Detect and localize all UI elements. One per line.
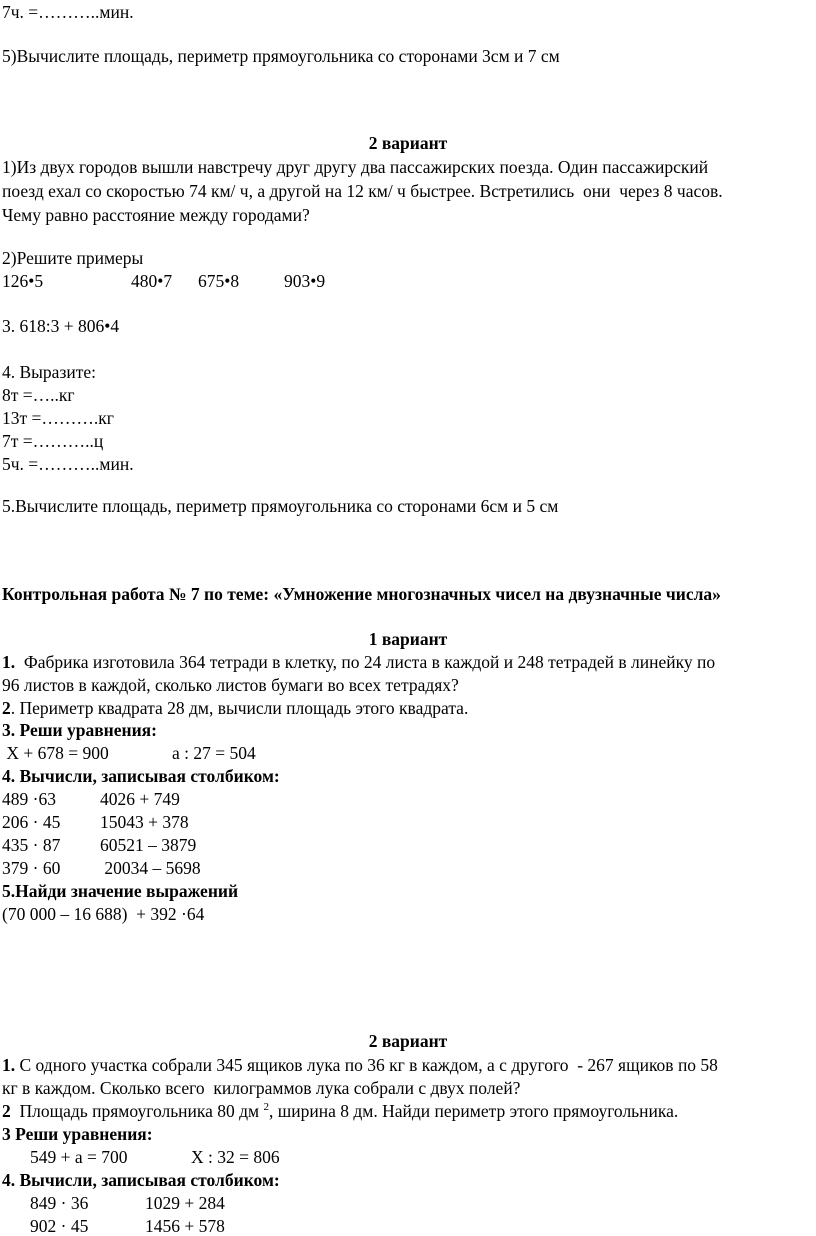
kr7-v2-column-item: 849 · 36: [30, 1193, 89, 1213]
kr7-v1-column-item: 206 · 45: [2, 812, 61, 832]
kr7-v1-column-item: 435 · 87: [2, 835, 61, 855]
v2-task1-line3: Чему равно расстояние между городами?: [2, 205, 310, 225]
kr7-v1-task2-number: 2: [2, 698, 11, 718]
v2-task4-item-1: 8т =…..кг: [2, 385, 75, 405]
v2-task2-title: 2)Решите примеры: [2, 248, 144, 268]
kr7-v1-column-item: 20034 – 5698: [100, 858, 201, 878]
kr7-v2-task3-title: 3 Реши уравнения:: [2, 1124, 153, 1144]
v2-task4-item-4: 5ч. =………..мин.: [2, 454, 134, 474]
kr7-v2-task1-text: С одного участка собрали 345 ящиков лука по 36 кг в каждом, а с другого - 267 ящиков по 58: [15, 1055, 718, 1075]
kr7-v2-equation-1: 549 + а = 700: [30, 1147, 128, 1167]
kr7-v2-task2-text-b: , ширина 8 дм. Найди периметр этого прямоугольника.: [269, 1101, 679, 1121]
kr7-v1-column-item: 15043 + 378: [100, 812, 189, 832]
v2-task4-item-3: 7т =………..ц: [2, 431, 104, 451]
kr7-v1-task1-number: 1.: [2, 652, 16, 672]
kr7-v2-column-item: 1029 + 284: [145, 1193, 225, 1213]
kr7-v2-task2: [2, 1101, 678, 1121]
v2-task1-line1: 1)Из двух городов вышли навстречу друг другу два пассажирских поезда. Один пассажирский: [2, 157, 709, 177]
kr7-v1-task1-line2: 96 листов в каждой, сколько листов бумаги во всех тетрадях?: [2, 675, 459, 695]
kr7-v1-column-item: 379 · 60: [2, 858, 61, 878]
kr7-v1-task5-expression: (70 000 – 16 688) + 392 ·64: [2, 904, 205, 924]
kr7-v1-column-item: 60521 – 3879: [100, 835, 197, 855]
v2-task4-item-2: 13т =……….кг: [2, 408, 114, 428]
kr7-v1-task2-text: . Периметр квадрата 28 дм, вычисли площадь этого квадрата.: [10, 698, 469, 718]
kr7-v2-column-item: 1456 + 578: [145, 1216, 225, 1236]
v2-task3: 3. 618:3 + 806•4: [2, 316, 120, 336]
kr7-v1-task5-title: 5.Найди значение выражений: [2, 881, 239, 901]
v2-example-2: 480•7: [131, 271, 173, 291]
v2-task4-title: 4. Выразите:: [2, 362, 97, 382]
kr7-v2-task4-title: 4. Вычисли, записывая столбиком:: [2, 1170, 280, 1190]
kr7-v1-column-item: 4026 + 749: [100, 789, 180, 809]
kr7-v2-task2-number: 2: [2, 1101, 11, 1121]
kr7-v1-task1-text: Фабрика изготовила 364 тетради в клетку, по 24 листа в каждой и 248 тетрадей в линейку по: [15, 652, 716, 672]
variant-2-heading: 2 вариант: [368, 133, 448, 153]
kr7-v2-task1-line2: кг в каждом. Сколько всего килограммов лука собрали с двух полей?: [2, 1078, 521, 1098]
kr7-v2-task1-number: 1.: [2, 1055, 16, 1075]
kr7-v2-equation-2: X : 32 = 806: [191, 1147, 280, 1167]
kr7-v2-task1-line1: [2, 1055, 718, 1075]
kr7-v1-task1-line1: [2, 652, 715, 672]
v2-example-4: 903•9: [284, 271, 326, 291]
kr7-v1-task4-title: 4. Вычисли, записывая столбиком:: [2, 766, 280, 786]
kr7-v1-column-item: 489 ·63: [2, 789, 56, 809]
kr7-v1-task2: [2, 698, 468, 718]
control-work-7-title: Контрольная работа № 7 по теме: «Умножение многозначных чисел на двузначные числа»: [2, 584, 721, 604]
v2-task5: 5.Вычислите площадь, периметр прямоугольника со сторонами 6см и 5 см: [2, 496, 559, 516]
kr7-v1-task3-title: 3. Реши уравнения:: [2, 720, 157, 740]
v2-example-1: 126•5: [2, 271, 44, 291]
kr7-variant-1-heading: 1 вариант: [368, 629, 448, 649]
task-5-rectangle: 5)Вычислите площадь, периметр прямоугольника со сторонами 3см и 7 см: [2, 46, 560, 66]
kr7-v2-column-item: 902 · 45: [30, 1216, 89, 1236]
kr7-v2-task2-superscript: 2: [263, 1101, 270, 1113]
conversion-min-line: 7ч. =………..мин.: [2, 2, 134, 22]
v2-task1-line2: поезд ехал со скоростью 74 км/ ч, а другой на 12 км/ ч быстрее. Встретились они через 8 часов.: [2, 181, 723, 201]
v2-example-3: 675•8: [198, 271, 240, 291]
kr7-v1-equation-2: a : 27 = 504: [172, 743, 256, 763]
kr7-variant-2-heading: 2 вариант: [368, 1031, 448, 1051]
kr7-v2-task2-text-a: Площадь прямоугольника 80 дм: [10, 1101, 264, 1121]
kr7-v1-equation-1: X + 678 = 900: [2, 743, 109, 763]
